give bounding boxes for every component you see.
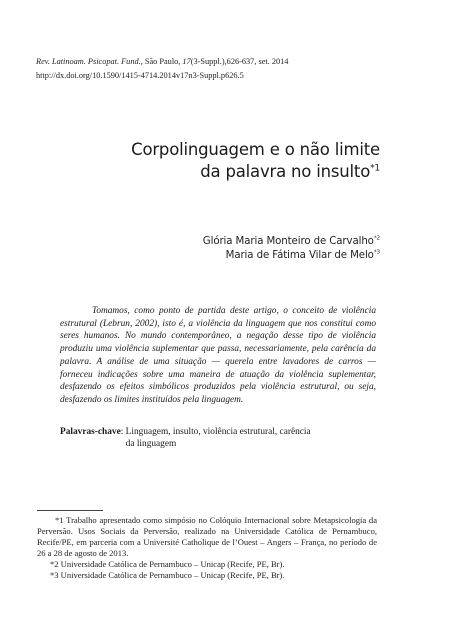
footnote-2-text: Universidade Católica de Pernambuco – Unicap (Recife, PE, Br). bbox=[58, 559, 285, 570]
keywords-label: Palavras-chave bbox=[60, 427, 121, 437]
footnote-1 bbox=[37, 515, 377, 559]
abstract: Tomamos, como ponto de partida deste artigo, o conceito de violência estrutural (Lebrun, 2002), isto é, a violência da linguagem que nos constitui como seres humanos. No mundo contemporâneo, a negação desse tipo de violência produziu uma violência suplementar que passa, necessariamente, pela carência da palavra. A análise de uma situação — querela entre lavadores de carros — forneceu indicações sobre uma maneira de atuação da violência suplementar, desfazendo os efeitos simbólicos produzidos pela violência estrutural, ou seja, desfazendo os limites instituídos pela linguagem. bbox=[60, 306, 376, 405]
author-1-mark: *2 bbox=[373, 235, 380, 242]
footnote-2-mark: *2 bbox=[50, 559, 59, 570]
footnote-3-text: Universidade Católica de Pernambuco – Unicap (Recife, PE, Br). bbox=[58, 570, 285, 581]
title-line-1: Corpolinguagem e o não limite bbox=[131, 140, 380, 159]
author-2 bbox=[203, 249, 380, 263]
journal-name: Rev. Latinoam. Psicopat. Fund. bbox=[36, 57, 141, 66]
author-2-name: Maria de Fátima Vilar de Melo bbox=[225, 250, 374, 261]
footnotes bbox=[37, 515, 377, 582]
title-footnote-mark: *1 bbox=[370, 163, 380, 174]
footnote-3 bbox=[37, 570, 377, 581]
citation-line bbox=[36, 55, 436, 69]
title-line-2: da palavra no insulto$^{*1}$ bbox=[200, 162, 380, 181]
journal-place: , São Paulo, bbox=[140, 57, 183, 66]
footnote-1-text: Trabalho apresentado como simpósio no Colóquio Internacional sobre Metapsicologia da Perversão. Usos Sociais da Perversão, realizado na Universidade Católica de Pernambuco, Recife/PE, em parceria com a Université Catholique de l’Ouest – Angers – França, no período de 26 a 28 de agosto de 2013. bbox=[37, 515, 377, 559]
doi-link[interactable]: http://dx.doi.org/10.1590/1415-4714.2014v17n3-Suppl.p626.5 bbox=[36, 71, 244, 80]
footnote-1-mark: *1 bbox=[55, 515, 64, 525]
footnote-3-mark: *3 bbox=[50, 570, 59, 581]
author-2-mark: *3 bbox=[373, 249, 380, 256]
keywords bbox=[60, 426, 376, 450]
author-1-name: Glória Maria Monteiro de Carvalho bbox=[202, 236, 374, 247]
journal-volume: 17 bbox=[182, 57, 191, 66]
author-list bbox=[203, 235, 380, 263]
keywords-value: Linguagem, insulto, violência estrutural, carência da linguagem bbox=[125, 427, 311, 449]
keywords-separator: : bbox=[120, 427, 126, 437]
footnote-2 bbox=[37, 559, 377, 570]
journal-issue-pages: (3-Suppl.),626-637, set. 2014 bbox=[190, 57, 289, 66]
citation-header bbox=[36, 55, 436, 83]
article-title bbox=[131, 139, 380, 183]
author-1 bbox=[203, 235, 380, 249]
footnote-divider bbox=[37, 510, 103, 511]
